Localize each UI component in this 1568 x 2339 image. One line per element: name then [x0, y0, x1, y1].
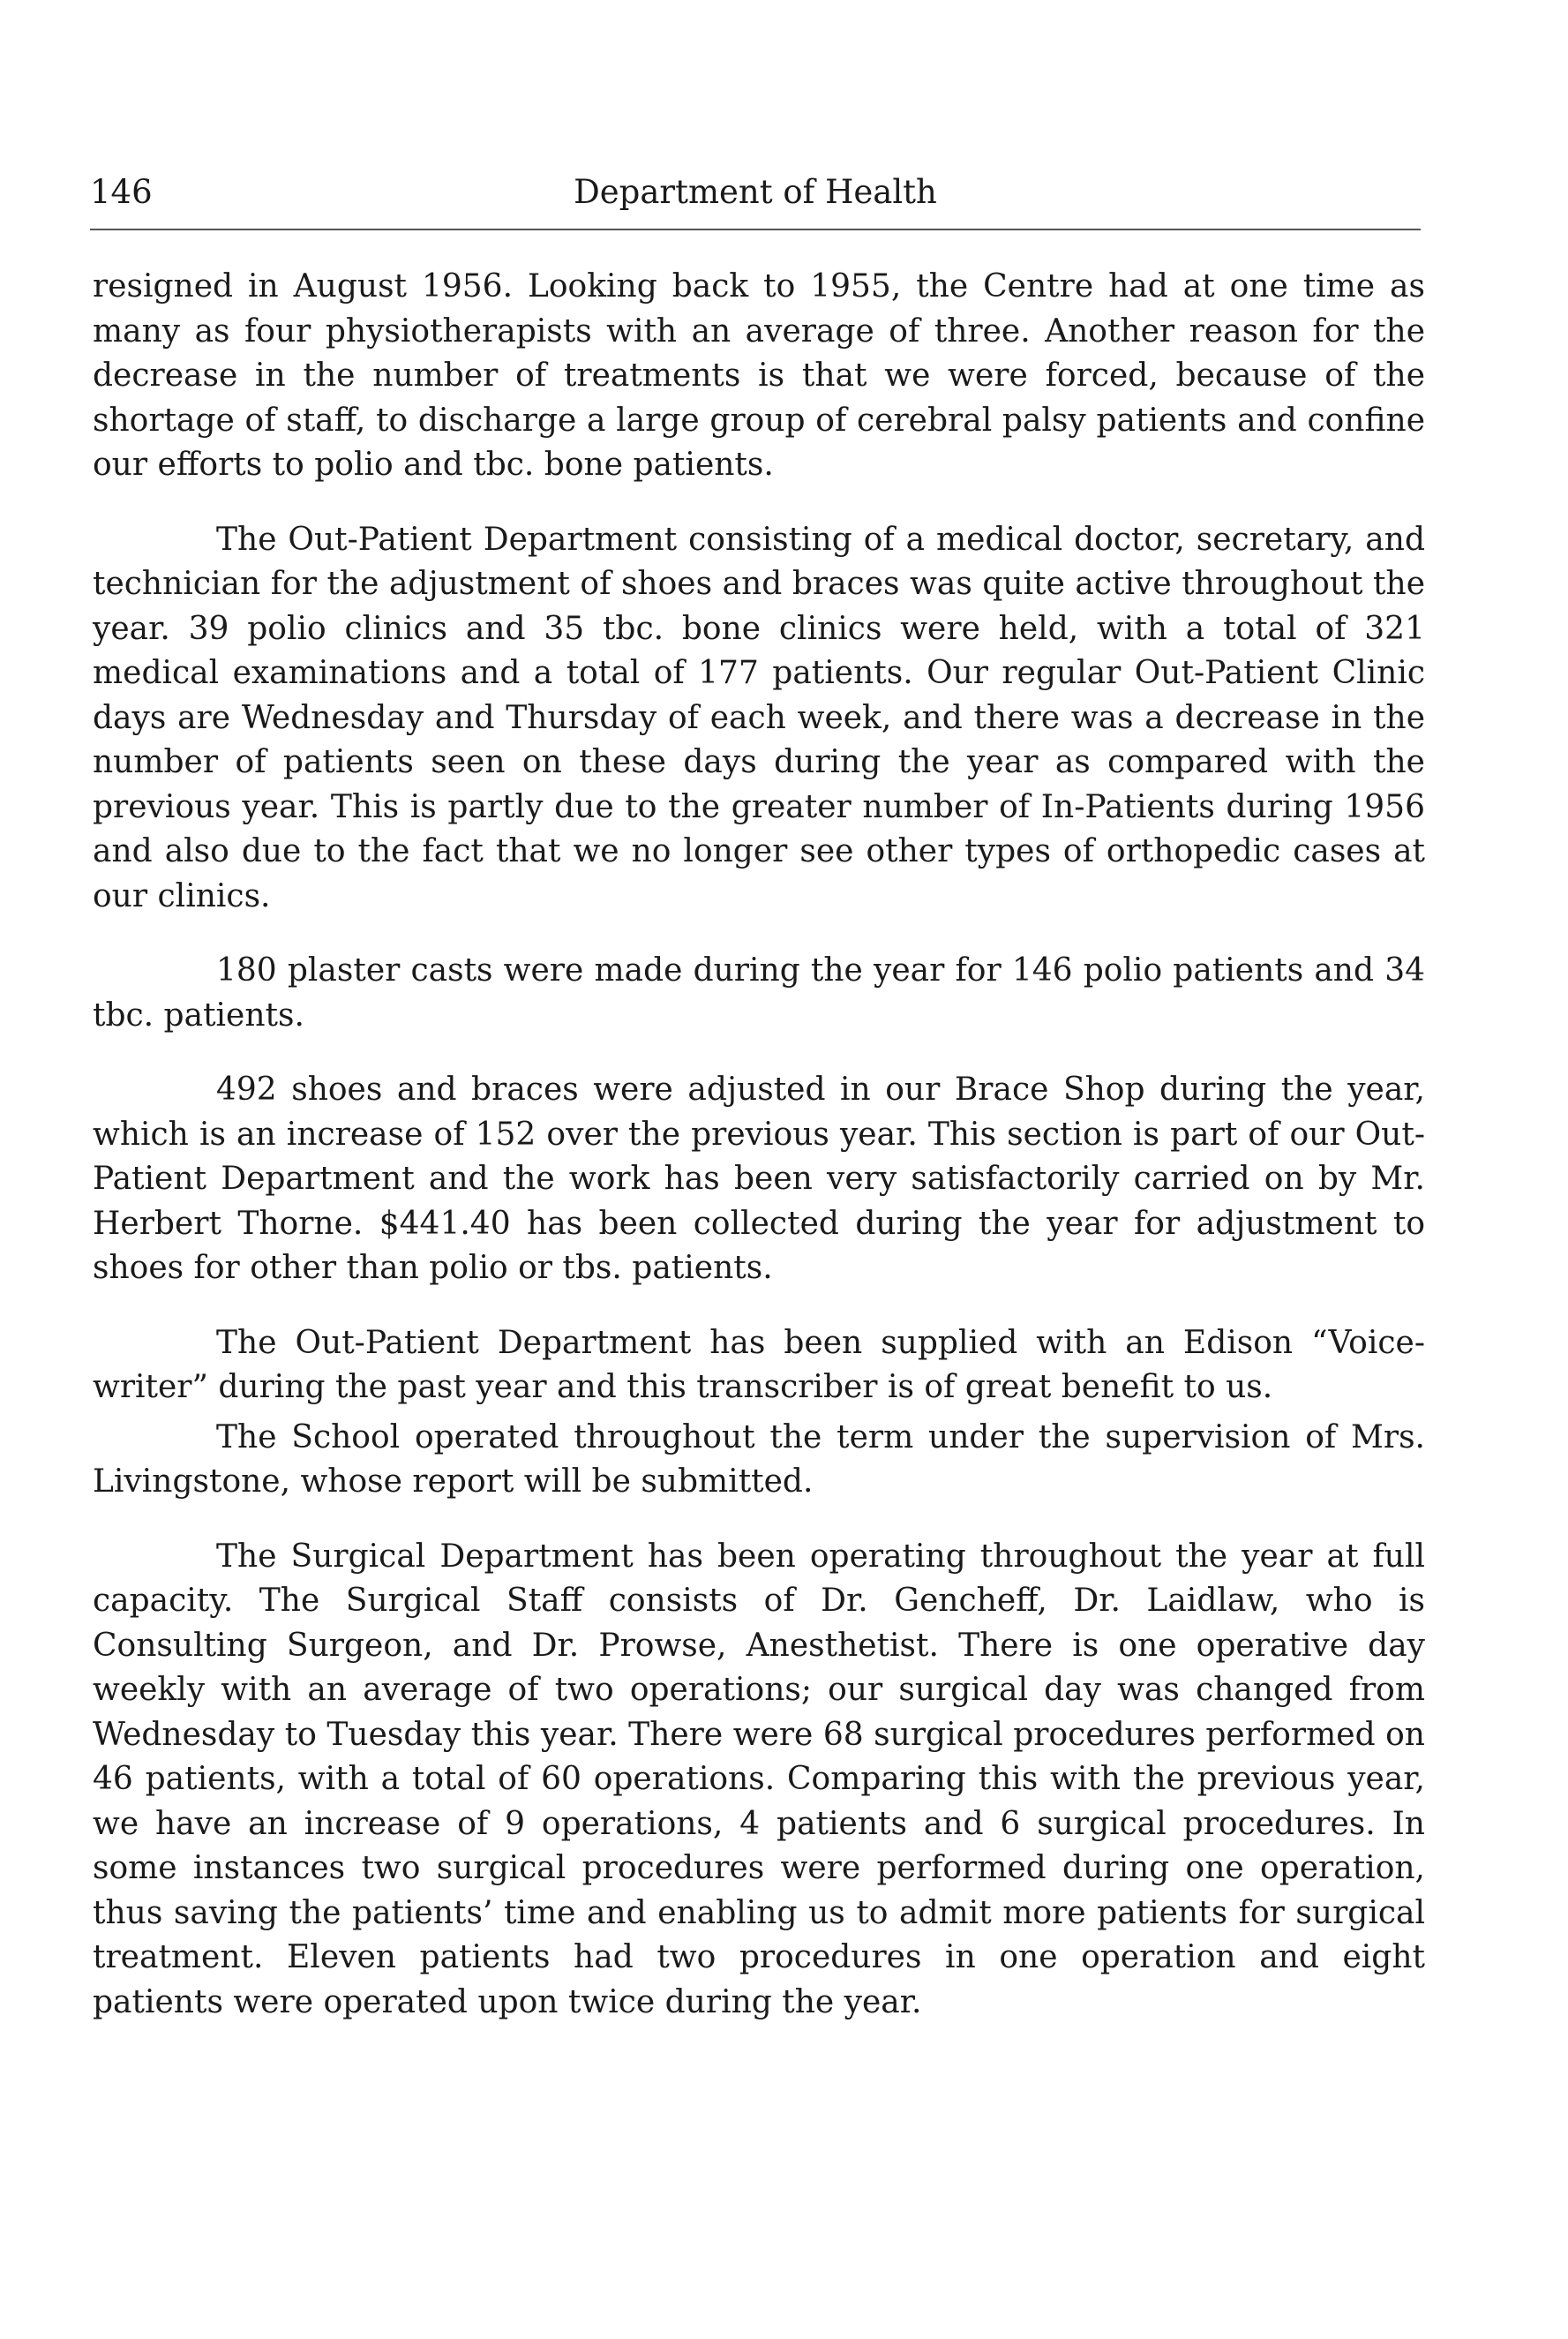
paragraph-plaster-casts: 180 plaster casts were made during the year for 146 polio patients and 34 tbc. patients.: [93, 952, 1425, 1034]
paragraph-brace-shop: 492 shoes and braces were adjusted in our Brace Shop during the year, which is an increase of 152 over the previous year. This section is part of our Out-Patient Department and the work has been very satisfactorily carried on by Mr. Herbert Thorne. $441.40 has been collected during the year for adjustment to shoes for other than polio or tbs. patients.: [93, 1072, 1425, 1286]
paragraph-continued: resigned in August 1956. Looking back to 1955, the Centre had at one time as many as four physiotherapists with an average of three. Another reason for the decrease in the number of treatments is that we were forced, because of the shortage of staff, to discharge a large group of cerebral palsy patients and confine our efforts to polio and tbc. bone patients.: [93, 268, 1425, 483]
paragraph-school: The School operated throughout the term under the supervision of Mrs. Livingstone, whose report will be submitted.: [93, 1418, 1425, 1500]
paragraph-surgical-department: The Surgical Department has been operating throughout the year at full capacity. The Surgical Staff consists of Dr. Gencheff, Dr. Laidlaw, who is Consulting Surgeon, and Dr. Prowse, Anesthetist. There is one operative day weekly with an average of two operations; our surgical day was changed from Wednesday to Tuesday this year. There were 68 surgical procedures performed on 46 patients, with a total of 60 operations. Comparing this with the previous year, we have an increase of 9 operations, 4 patients and 6 surgical procedures. In some instances two surgical procedures were performed during one operation, thus saving the patients’ time and enabling us to admit more patients for surgical treatment. Eleven patients had two procedures in one operation and eight patients were operated upon twice during the year.: [93, 1538, 1425, 2020]
page-number: 146: [90, 173, 153, 211]
header-rule: [90, 229, 1421, 230]
paragraph-voice-writer: The Out-Patient Department has been supplied with an Edison “Voice-writer” during the past year and this transcriber is of great benefit to us.: [93, 1324, 1425, 1405]
paragraph-out-patient-department: The Out-Patient Department consisting of a medical doctor, secretary, and technician for the adjustment of shoes and braces was quite active throughout the year. 39 polio clinics and 35 tbc. bone clinics were held, with a total of 321 medical examinations and a total of 177 patients. Our regular Out-Patient Clinic days are Wednesday and Thursday of each week, and there was a decrease in the number of patients seen on these days during the year as compared with the previous year. This is partly due to the greater number of In-Patients during 1956 and also due to the fact that we no longer see other types of orthopedic cases at our clinics.: [93, 521, 1425, 914]
body-text: [93, 265, 1425, 2025]
running-title: Department of Health: [574, 173, 937, 211]
page-header: [90, 173, 1421, 222]
